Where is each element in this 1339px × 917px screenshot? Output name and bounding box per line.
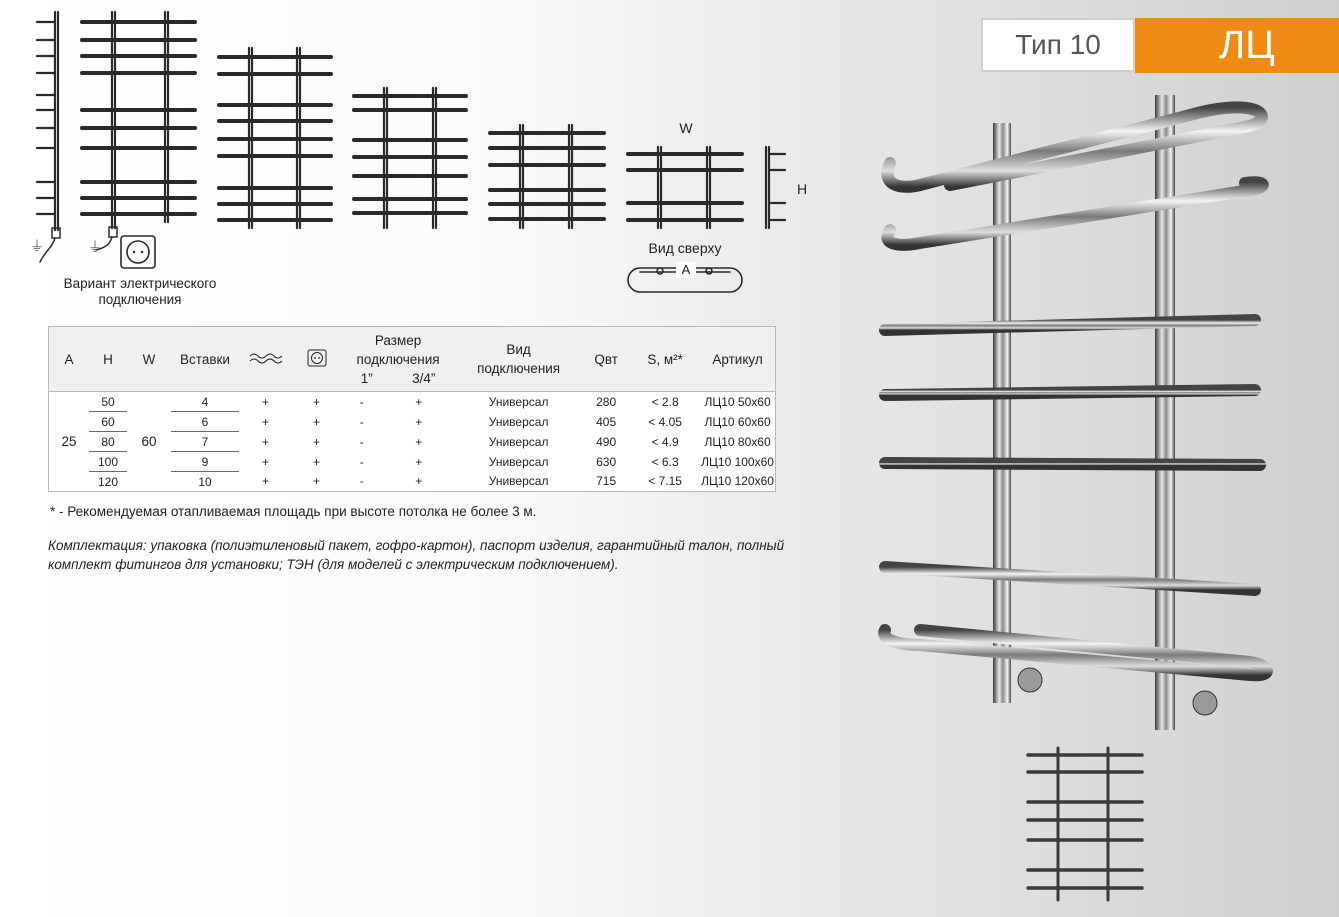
size-1-cell: - bbox=[359, 414, 364, 429]
top-view-caption: Вид сверху bbox=[648, 240, 722, 256]
depth-dimension-label: A bbox=[676, 262, 696, 278]
towel-rail-photo bbox=[860, 85, 1300, 745]
col-inserts: Вставки bbox=[171, 327, 239, 392]
inserts-cell: 6 bbox=[171, 412, 239, 432]
model-80-drawing bbox=[490, 125, 604, 228]
size-1-label: 1” bbox=[360, 370, 373, 386]
article-cell: ЛЦ10 120х60 bbox=[701, 474, 774, 489]
size-1-cell: - bbox=[359, 394, 364, 409]
col-area: S, м²* bbox=[630, 327, 700, 392]
connection-type-cell: Универсал bbox=[488, 434, 549, 449]
inserts-cell: 9 bbox=[171, 452, 239, 472]
water-cell: + bbox=[261, 414, 269, 429]
a-value-cell: 25 bbox=[61, 434, 77, 449]
size-1-cell: - bbox=[359, 434, 364, 449]
model-code-badge: ЛЦ bbox=[1135, 18, 1339, 73]
h-cell: 100 bbox=[89, 452, 127, 472]
col-water bbox=[239, 327, 292, 392]
h-cell: 60 bbox=[89, 412, 127, 432]
article-cell: ЛЦ10 60х60 bbox=[704, 414, 771, 429]
power-cell: 630 bbox=[596, 454, 617, 469]
socket-cell: + bbox=[312, 434, 320, 449]
area-cell: < 4.9 bbox=[651, 434, 679, 449]
power-cell: 715 bbox=[596, 474, 617, 489]
area-cell: < 2.8 bbox=[651, 394, 679, 409]
wavy-heat-icon bbox=[249, 352, 283, 364]
article-cell: ЛЦ10 50х60 bbox=[704, 394, 771, 409]
water-cell: + bbox=[261, 434, 269, 449]
article-cell: ЛЦ10 100х60 bbox=[701, 454, 774, 469]
socket-drawing bbox=[121, 236, 155, 268]
h-cell: 120 bbox=[97, 474, 119, 489]
electric-front-view-drawing bbox=[82, 12, 195, 250]
h-cell: 80 bbox=[89, 432, 127, 452]
col-power: Qвт bbox=[582, 327, 630, 392]
footnote: * - Рекомендуемая отапливаемая площадь при высоте потолка не более 3 м. bbox=[50, 504, 537, 519]
col-h: H bbox=[89, 327, 127, 392]
svg-text:⏚: ⏚ bbox=[88, 240, 102, 256]
socket-cell: + bbox=[312, 474, 320, 489]
package-contents: Комплектация: упаковка (полиэтиленовый пакет, гофро-картон), паспорт изделия, гарантийный талон, полный комплект фитингов для установки; ТЭН (для моделей с электрическим подключением). bbox=[48, 538, 785, 572]
socket-cell: + bbox=[312, 394, 320, 409]
size-1-cell: - bbox=[359, 454, 364, 469]
type-label: Тип 10 bbox=[981, 18, 1135, 72]
socket-cell: + bbox=[312, 414, 320, 429]
socket-icon bbox=[307, 349, 327, 367]
col-article: Артикул bbox=[700, 327, 775, 392]
side-view-drawing bbox=[766, 147, 785, 228]
table-row bbox=[49, 392, 776, 412]
electric-connection-caption: Вариант электрического подключения bbox=[63, 276, 217, 307]
connection-type-cell: Универсал bbox=[488, 414, 549, 429]
water-cell: + bbox=[261, 474, 269, 489]
plug-icon bbox=[30, 239, 102, 256]
col-connection-size bbox=[341, 327, 455, 392]
socket-holes-icon bbox=[133, 251, 143, 253]
towel-rail-thumbnail bbox=[1020, 745, 1150, 905]
area-cell: < 7.15 bbox=[648, 474, 682, 489]
col-connection-type: Вид подключения bbox=[455, 327, 582, 392]
size-3-4-label: 3/4” bbox=[412, 370, 436, 386]
model-60-drawing bbox=[628, 147, 742, 228]
model-100-drawing bbox=[354, 88, 466, 228]
height-dimension-label: H bbox=[796, 181, 808, 197]
h-cell: 50 bbox=[89, 392, 127, 412]
table-header-row bbox=[49, 327, 776, 392]
connection-type-cell: Универсал bbox=[488, 474, 549, 489]
col-socket bbox=[292, 327, 341, 392]
svg-text:⏚: ⏚ bbox=[30, 239, 44, 255]
size-3-4-cell: + bbox=[415, 454, 423, 469]
inserts-cell: 10 bbox=[198, 474, 212, 489]
connection-type-cell: Универсал bbox=[488, 454, 549, 469]
socket-cell: + bbox=[312, 454, 320, 469]
table-body bbox=[49, 392, 776, 492]
width-dimension-label: W bbox=[679, 120, 693, 136]
col-a: A bbox=[49, 327, 90, 392]
article-cell: ЛЦ10 80х60 bbox=[704, 434, 771, 449]
inserts-cell: 7 bbox=[171, 432, 239, 452]
water-cell: + bbox=[261, 394, 269, 409]
model-120-drawing bbox=[219, 48, 331, 228]
spec-table bbox=[48, 326, 776, 492]
size-3-4-cell: + bbox=[415, 434, 423, 449]
size-3-4-cell: + bbox=[415, 474, 423, 489]
water-cell: + bbox=[261, 454, 269, 469]
connection-size-title: Размер подключения bbox=[356, 332, 440, 367]
area-cell: < 4.05 bbox=[648, 414, 682, 429]
power-cell: 280 bbox=[596, 394, 617, 409]
size-1-cell: - bbox=[359, 474, 364, 489]
power-cell: 405 bbox=[596, 414, 617, 429]
size-3-4-cell: + bbox=[415, 414, 423, 429]
w-value-cell: 60 bbox=[141, 434, 157, 449]
connection-type-cell: Универсал bbox=[488, 394, 549, 409]
electric-side-view-drawing bbox=[37, 12, 60, 262]
inserts-cell: 4 bbox=[171, 392, 239, 412]
power-cell: 490 bbox=[596, 434, 617, 449]
col-w: W bbox=[127, 327, 171, 392]
size-3-4-cell: + bbox=[415, 394, 423, 409]
area-cell: < 6.3 bbox=[651, 454, 679, 469]
